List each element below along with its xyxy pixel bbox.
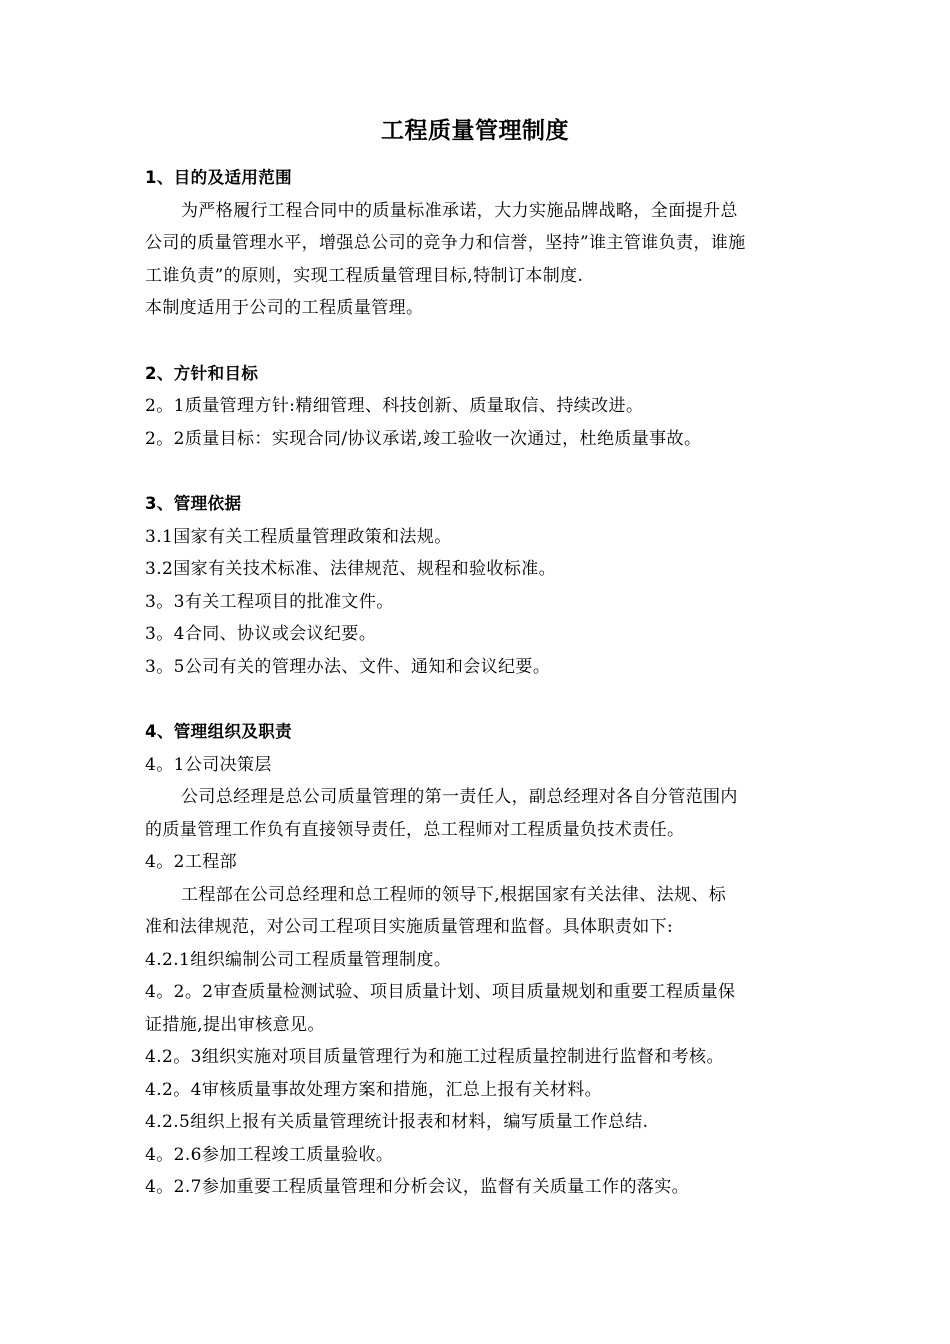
paragraph-line: 公司的质量管理水平，增强总公司的竞争力和信誉，坚持”谁主管谁负责，谁施: [145, 233, 746, 253]
paragraph-line: 4.2.1组织编制公司工程质量管理制度。: [145, 949, 452, 970]
paragraph-line: 公司总经理是总公司质量管理的第一责任人，副总经理对各自分管范围内: [181, 787, 738, 807]
paragraph-line: 4。2工程部: [145, 852, 238, 872]
section-spacer: [145, 455, 810, 488]
paragraph-line: 3.2国家有关技术标准、法律规范、规程和验收标准。: [145, 559, 557, 579]
paragraph-line: 4。2.7参加重要工程质量管理和分析会议，监督有关质量工作的落实。: [145, 1177, 690, 1197]
paragraph-line: 本制度适用于公司的工程质量管理。: [145, 298, 424, 318]
paragraph-line: 4.2。4审核质量事故处理方案和措施，汇总上报有关材料。: [145, 1079, 603, 1100]
document-body: [145, 162, 810, 1204]
paragraph-line: 4.2.5组织上报有关质量管理统计报表和材料，编写质量工作总结.: [145, 1112, 649, 1132]
paragraph-line: 4。2.6参加工程竣工质量验收。: [145, 1144, 394, 1165]
paragraph-line: 3。5公司有关的管理办法、文件、通知和会议纪要。: [145, 656, 551, 677]
paragraph-line: 工程部在公司总经理和总工程师的领导下,根据国家有关法律、法规、标: [181, 884, 727, 905]
paragraph-line: 4。2。2审查质量检测试验、项目质量计划、项目质量规划和重要工程质量保: [145, 982, 736, 1002]
section-spacer: [145, 325, 810, 358]
paragraph-line: 的质量管理工作负有直接领导责任，总工程师对工程质量负技术责任。: [145, 819, 685, 840]
paragraph-line: 准和法律规范，对公司工程项目实施质量管理和监督。具体职责如下:: [145, 917, 674, 937]
paragraph-line: 3。4合同、协议或会议纪要。: [145, 624, 377, 644]
paragraph-line: 2。1质量管理方针:精细管理、科技创新、质量取信、持续改进。: [145, 396, 644, 416]
paragraph-line: 3.1国家有关工程质量管理政策和法规。: [145, 526, 452, 547]
section-heading: 2、方针和目标: [145, 363, 259, 383]
paragraph-line: 为严格履行工程合同中的质量标准承诺，大力实施品牌战略，全面提升总: [181, 200, 738, 221]
document-title: 工程质量管理制度: [381, 118, 569, 144]
paragraph-line: 4。1公司决策层: [145, 754, 272, 775]
paragraph-line: 4.2。3组织实施对项目质量管理行为和施工过程质量控制进行监督和考核。: [145, 1047, 724, 1067]
section-spacer: [145, 683, 810, 716]
paragraph-line: 工谁负责”的原则，实现工程质量管理目标,特制订本制度.: [145, 265, 584, 286]
section-heading: 3、管理依据: [145, 494, 242, 513]
paragraph-line: 3。3有关工程项目的批准文件。: [145, 591, 394, 612]
section-heading: 1、目的及适用范围: [145, 168, 293, 187]
paragraph-line: 2。2质量目标：实现合同/协议承诺,竣工验收一次通过，杜绝质量事故。: [145, 428, 702, 449]
paragraph-line: 证措施,提出审核意见。: [145, 1014, 325, 1035]
section-heading: 4、管理组织及职责: [145, 722, 293, 741]
